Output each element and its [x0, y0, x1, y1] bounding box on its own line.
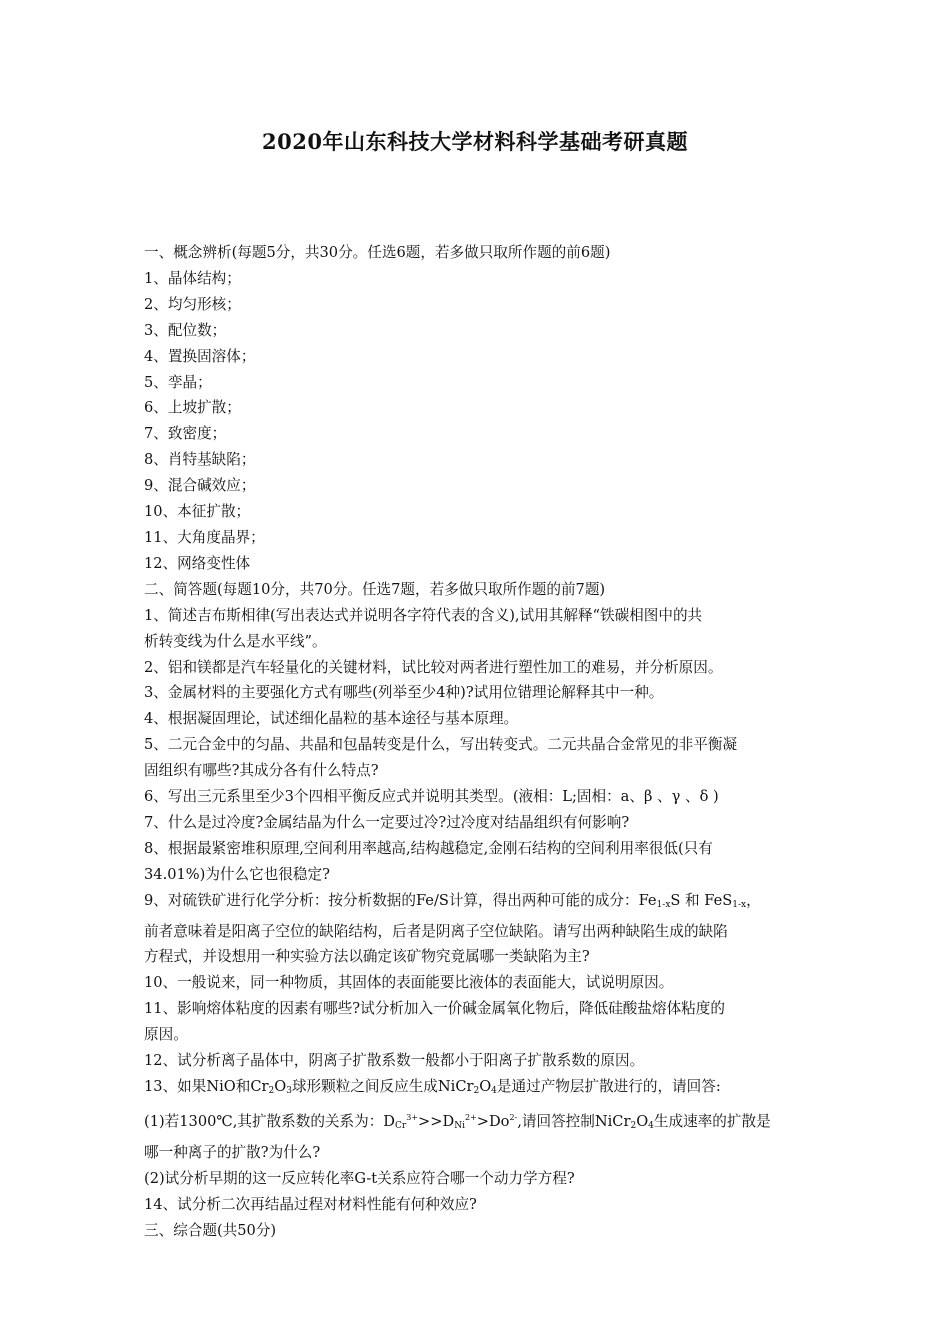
q13-1-subscript: Ni [454, 1120, 465, 1131]
page-title: 2020年山东科技大学材料科学基础考研真题 [262, 129, 688, 154]
q9-subscript: 1-x [656, 899, 671, 910]
question-1-line-1: 1、简述吉布斯相律(写出表达式并说明各字符代表的含义),试用其解释“铁碳相图中的共 [144, 606, 703, 624]
q13-text: 球形颗粒之间反应生成NiCr [291, 1078, 474, 1095]
question-11-line-1: 11、影响熔体粘度的因素有哪些?试分析加入一价碱金属氧化物后，降低硅酸盐熔体粘度的 [144, 1000, 725, 1018]
q13-1-text: >>D [418, 1112, 455, 1130]
q9-subscript: 1-x [732, 899, 747, 910]
concept-item: 8、肖特基缺陷； [144, 451, 256, 469]
q13-1-text: >Do [476, 1112, 510, 1130]
concept-item: 7、致密度； [144, 425, 227, 443]
question-6: 6、写出三元系里至少3个四相平衡反应式并说明其类型。(液相：L;固相：a、β 、γ 、δ ) [144, 788, 719, 806]
question-11-line-2: 原因。 [144, 1026, 188, 1044]
q13-1-subscript: Cr [395, 1120, 407, 1131]
q9-text: S 和 FeS [670, 891, 733, 909]
question-7: 7、什么是过冷度?金属结晶为什么一定要过冷?过冷度对结晶组织有何影响? [144, 813, 630, 831]
question-13 [144, 1074, 816, 1105]
q13-1-superscript: 2- [509, 1112, 518, 1122]
section2-heading: 二、简答题(每题10分，共70分。任选7题，若多做只取所作题的前7题) [144, 580, 606, 598]
question-5-line-1: 5、二元合金中的匀晶、共晶和包晶转变是什么，写出转变式。二元共晶合金常见的非平衡凝 [144, 736, 738, 754]
question-8-line-2: 34.01%)为什么它也很稳定? [144, 865, 330, 883]
q13-text: O [274, 1078, 287, 1095]
question-12: 12、试分析离子晶体中，阴离子扩散系数一般都小于阳离子扩散系数的原因。 [144, 1052, 645, 1070]
concept-item: 9、混合碱效应； [144, 477, 256, 495]
concept-item: 5、孪晶； [144, 373, 212, 391]
question-13-part-1-line-2: 哪一种离子的扩散?为什么? [144, 1143, 321, 1161]
question-9-line-3: 方程式，并设想用一种实验方法以确定该矿物究竟属哪一类缺陷为主? [144, 948, 590, 966]
q13-text: 是通过产物层扩散进行的，请回答: [496, 1078, 721, 1095]
question-8-line-1: 8、根据最紧密堆积原理,空间利用率越高,结构越稳定,金刚石结构的空间利用率很低(只有 [144, 839, 713, 857]
q9-text: ， [746, 891, 761, 909]
q13-1-text: 生成速率的扩散是 [653, 1112, 771, 1130]
question-14: 14、试分析二次再结晶过程对材料性能有何种效应? [144, 1195, 477, 1213]
q13-subscript: 4 [491, 1086, 497, 1096]
q13-1-text: O [636, 1112, 649, 1130]
concept-item: 12、网络变性体 [144, 554, 251, 572]
question-13-part-1-line-1 [144, 1105, 816, 1140]
q13-1-subscript: 2 [630, 1120, 637, 1131]
section3-heading: 三、综合题(共50分) [144, 1221, 277, 1239]
question-3: 3、金属材料的主要强化方式有哪些(列举至少4种)?试用位错理论解释其中一种。 [144, 684, 664, 702]
q13-1-text: ,请回答控制NiCr [517, 1112, 631, 1130]
concept-item: 10、本征扩散； [144, 503, 251, 521]
concept-item: 4、置换固溶体； [144, 347, 256, 365]
document-body [144, 240, 816, 1243]
concept-item: 3、配位数； [144, 321, 227, 339]
question-13-part-2: (2)试分析早期的这一反应转化率G-t关系应符合哪一个动力学方程? [144, 1169, 575, 1187]
concept-item: 1、晶体结构； [144, 269, 241, 287]
q13-1-superscript: 2+ [464, 1112, 477, 1122]
concept-item: 2、均匀形核； [144, 295, 241, 313]
q13-text: O [479, 1078, 492, 1095]
question-9-line-1 [144, 888, 816, 919]
q13-1-subscript: 4 [648, 1120, 654, 1131]
q13-subscript: 3 [286, 1086, 292, 1096]
concept-item: 6、上坡扩散； [144, 399, 241, 417]
concept-item: 11、大角度晶界； [144, 528, 265, 546]
question-9-line-2: 前者意味着是阳离子空位的缺陷结构，后者是阴离子空位缺陷。请写出两种缺陷生成的缺陷 [144, 922, 728, 940]
q13-subscript: 2 [473, 1086, 480, 1096]
question-2: 2、铝和镁都是汽车轻量化的关键材料，试比较对两者进行塑性加工的难易，并分析原因。 [144, 658, 723, 676]
question-5-line-2: 固组织有哪些?其成分各有什么特点? [144, 762, 379, 780]
question-4: 4、根据凝固理论，试述细化晶粒的基本途径与基本原理。 [144, 710, 519, 728]
question-1-line-2: 析转变线为什么是水平线”。 [144, 632, 327, 650]
question-10: 10、一般说来，同一种物质，其固体的表面能要比液体的表面能大，试说明原因。 [144, 974, 674, 992]
q13-subscript: 2 [268, 1086, 275, 1096]
q9-text: 9、对硫铁矿进行化学分析：按分析数据的Fe/S计算，得出两种可能的成分：Fe [144, 891, 657, 909]
q13-1-text: (1)若1300℃,其扩散系数的关系为：D [144, 1112, 396, 1130]
section1-heading: 一、概念辨析(每题5分，共30分。任选6题，若多做只取所作题的前6题) [144, 244, 611, 261]
q13-1-superscript: 3+ [406, 1112, 419, 1122]
q13-text: 13、如果NiO和Cr [144, 1078, 269, 1095]
